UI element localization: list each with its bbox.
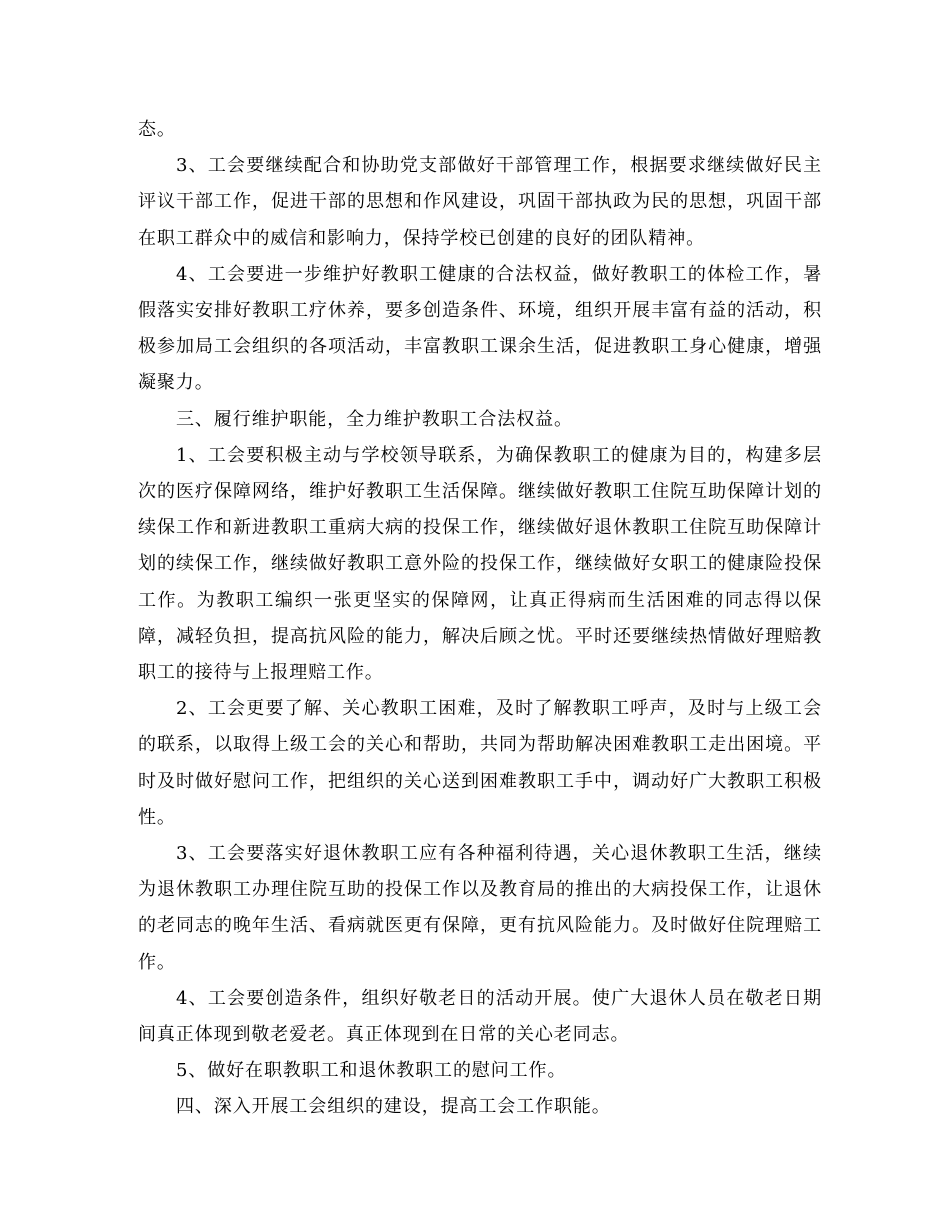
paragraph-item-2-hardship-care: 2、工会更要了解、关心教职工困难，及时了解教职工呼声，及时与上级工会的联系，以取得上级工会的关心和帮助，共同为帮助解决困难教职工走出困境。平时及时做好慰问工作，把组织的关心送到困难教职工手中，调动好广大教职工积极性。 [138,698,822,828]
paragraph-item-1-medical-security: 1、工会要积极主动与学校领导联系，为确保教职工的健康为目的，构建多层次的医疗保障网络，维护好教职工生活保障。继续做好教职工住院互助保障计划的续保工作和新进教职工重病大病的投保工作，继续做好退休教职工住院互助保障计划的续保工作，继续做好教职工意外险的投保工作，继续做好女职工的健康险投保工作。为教职工编织一张更坚实的保障网，让真正得病而生活困难的同志得以保障，减轻负担，提高抗风险的能力，解决后顾之忧。平时还要继续热情做好理赔教职工的接待与上报理赔工作。 [138,444,822,684]
paragraph-item-3-retiree-welfare: 3、工会要落实好退休教职工应有各种福利待遇，关心退休教职工生活，继续为退休教职工办理住院互助的投保工作以及教育局的推出的大病投保工作，让退休的老同志的晚年生活、看病就医更有保障，更有抗风险能力。及时做好住院理赔工作。 [138,843,822,973]
paragraph-item-4-health-rights: 4、工会要进一步维护好教职工健康的合法权益，做好教职工的体检工作，暑假落实安排好教职工疗休养，要多创造条件、环境，组织开展丰富有益的活动，积极参加局工会组织的各项活动，丰富教职工课余生活，促进教职工身心健康，增强凝聚力。 [138,263,822,394]
paragraph-item-5-condolence: 5、做好在职教职工和退休教职工的慰问工作。 [176,1060,567,1082]
paragraph-item-3-cadre-management: 3、工会要继续配合和协助党支部做好干部管理工作，根据要求继续做好民主评议干部工作，促进干部的思想和作风建设，巩固干部执政为民的思想，巩固干部在职工群众中的威信和影响力，保持学校已创建的良好的团队精神。 [138,155,822,249]
section-heading-four: 四、深入开展工会组织的建设，提高工会工作职能。 [176,1096,611,1118]
section-heading-three: 三、履行维护职能，全力维护教职工合法权益。 [176,408,573,430]
paragraph-item-4-elderly-day: 4、工会要创造条件，组织好敬老日的活动开展。使广大退休人员在敬老日期间真正体现到敬老爱老。真正体现到在日常的关心老同志。 [138,987,822,1046]
paragraph-continuation: 态。 [138,119,176,140]
document-body [138,112,822,1126]
